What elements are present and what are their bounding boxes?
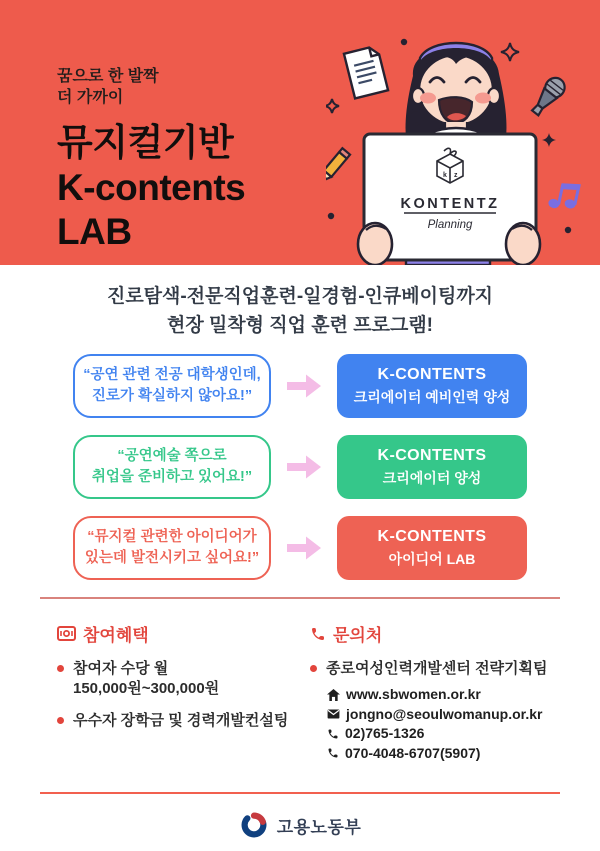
result-sub: 크리에이터 예비인력 양성 bbox=[353, 388, 511, 405]
benefit-1-line1: 참여자 수당 월 bbox=[73, 660, 169, 677]
info-section bbox=[0, 621, 600, 764]
music-note-icon bbox=[548, 178, 581, 212]
benefit-item-2 bbox=[57, 711, 310, 731]
result-sub: 크리에이터 양성 bbox=[382, 469, 482, 486]
contact-column bbox=[310, 621, 565, 764]
benefits-column bbox=[57, 621, 310, 764]
arrow-right-icon bbox=[271, 454, 337, 480]
quote-box-1 bbox=[73, 354, 271, 418]
program-rows bbox=[0, 354, 600, 580]
poster-title bbox=[57, 121, 245, 254]
intro-text bbox=[0, 283, 600, 340]
result-title: K-CONTENTS bbox=[377, 365, 487, 383]
intro-line2: 현장 밀착형 직업 훈련 프로그램! bbox=[166, 314, 434, 336]
quote-box-3 bbox=[73, 516, 271, 580]
bullet-dot bbox=[310, 665, 317, 672]
result-title: K-CONTENTS bbox=[377, 446, 487, 464]
footer-divider bbox=[40, 792, 560, 794]
contact-phone-2: 070-4048-6707(5907) bbox=[327, 745, 565, 762]
pencil-icon bbox=[326, 148, 350, 184]
quote-line1: “공연예술 쪽으로 bbox=[117, 447, 227, 464]
quote-line1: “뮤지컬 관련한 아이디어가 bbox=[87, 528, 257, 545]
quote-line2: 있는데 발전시키고 싶어요!” bbox=[84, 550, 260, 566]
program-row-1 bbox=[0, 354, 600, 418]
quote-line2: 진로가 확실하지 않아요!” bbox=[91, 388, 253, 404]
contact-title: 문의처 bbox=[333, 626, 383, 645]
hero-text bbox=[57, 66, 245, 254]
bullet-dot bbox=[57, 665, 64, 672]
svg-text:z: z bbox=[454, 172, 458, 179]
sign-brand-sub-text: Planning bbox=[427, 219, 473, 231]
benefit-1-line2: 150,000원~300,000원 bbox=[73, 680, 220, 698]
quote-line1: “공연 관련 전공 대학생인데, bbox=[83, 366, 261, 383]
phone-icon bbox=[310, 626, 326, 642]
result-box-2 bbox=[337, 435, 527, 499]
quote-box-2 bbox=[73, 435, 271, 499]
arrow-right-icon bbox=[271, 535, 337, 561]
footer bbox=[0, 810, 600, 840]
contact-header bbox=[310, 621, 565, 646]
contact-email: jongno@seoulwomanup.or.kr bbox=[327, 706, 565, 723]
result-title: K-CONTENTS bbox=[377, 527, 487, 545]
title-line3: LAB bbox=[57, 211, 132, 252]
contact-website: www.sbwomen.or.kr bbox=[327, 686, 565, 703]
arrow-right-icon bbox=[271, 373, 337, 399]
moel-logo-icon bbox=[239, 810, 269, 840]
program-row-2 bbox=[0, 435, 600, 499]
banknote-icon bbox=[57, 626, 76, 641]
benefits-header bbox=[57, 621, 310, 646]
program-row-3 bbox=[0, 516, 600, 580]
result-box-3 bbox=[337, 516, 527, 580]
benefit-item-1 bbox=[57, 659, 310, 700]
quote-line2: 취업을 준비하고 있어요!” bbox=[91, 469, 253, 485]
character-illustration bbox=[326, 16, 596, 265]
section-divider bbox=[40, 597, 560, 599]
tagline bbox=[57, 66, 245, 108]
benefit-2-text: 우수자 장학금 및 경력개발컨설팅 bbox=[73, 711, 289, 729]
bullet-dot bbox=[57, 717, 64, 724]
hero-header bbox=[0, 0, 600, 265]
intro-line1: 진로탐색-전문직업훈련-일경험-인큐베이팅까지 bbox=[106, 286, 494, 307]
contact-phone-1: 02)765-1326 bbox=[327, 725, 565, 742]
phone-icon bbox=[327, 747, 339, 759]
svg-text:k: k bbox=[443, 172, 447, 179]
title-line2: K-contents bbox=[57, 166, 246, 208]
result-sub: 아이디어 LAB bbox=[388, 550, 476, 567]
sign-brand-text: KONTENTZ bbox=[400, 196, 500, 212]
benefits-title: 참여혜택 bbox=[83, 626, 149, 645]
microphone-icon bbox=[528, 74, 569, 119]
mail-icon bbox=[327, 709, 340, 719]
contact-org-item bbox=[310, 659, 565, 679]
footer-agency-name: 고용노동부 bbox=[276, 817, 362, 837]
result-box-1 bbox=[337, 354, 527, 418]
phone-icon bbox=[327, 728, 339, 740]
tagline-line2: 더 가까이 bbox=[57, 89, 124, 107]
home-icon bbox=[327, 689, 340, 701]
paper-icon bbox=[344, 46, 388, 99]
contact-org: 종로여성인력개발센터 전략기획팀 bbox=[326, 660, 548, 677]
title-line1: 뮤지컬기반 bbox=[57, 122, 234, 164]
tagline-line1: 꿈으로 한 발짝 bbox=[57, 68, 159, 85]
